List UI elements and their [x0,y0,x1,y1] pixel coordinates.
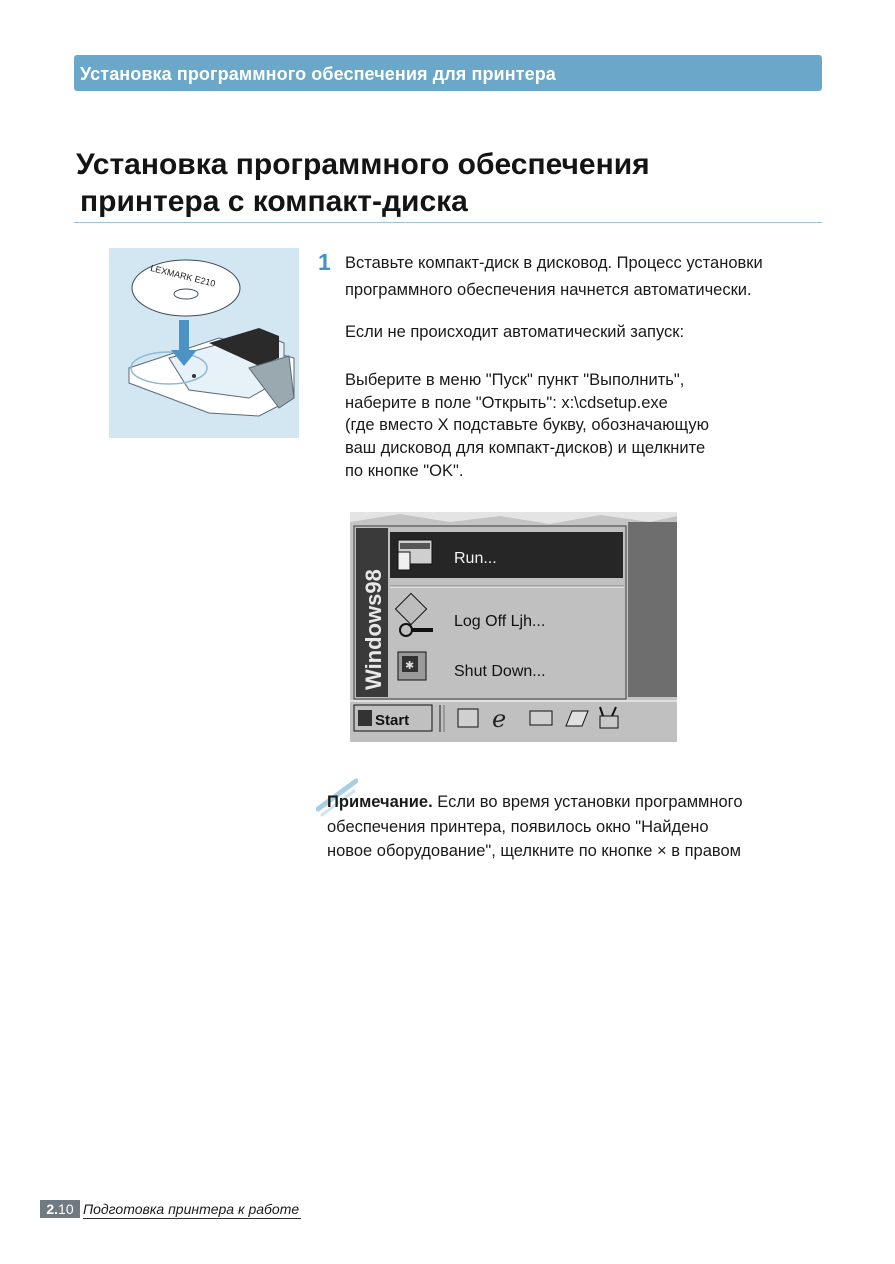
shutdown-icon [398,652,426,680]
start-button-label: Start [375,712,410,729]
instruction-line-4: ваш дисковод для компакт-дисков) и щелкните [345,439,706,457]
instruction-line-3: (где вместо X подставьте букву, обозначающую [345,416,709,434]
quicklaunch-desktop-icon[interactable] [458,709,478,727]
start-button[interactable] [354,705,432,731]
section-header-bar [74,55,822,91]
no-autorun-text: Если не происходит автоматический запуск: [345,323,685,341]
quicklaunch-channels-icon[interactable] [530,711,552,725]
page-number: 2.10 [40,1200,80,1218]
windows98-brand: Windows98 [361,569,386,690]
menu-item-logoff[interactable]: Log Off Ljh... [454,613,546,630]
instruction-line-5: по кнопке "OK". [345,462,464,480]
svg-text:e: e [492,705,507,733]
svg-text:✱: ✱ [405,660,415,672]
note-block [327,790,827,864]
step-text-line-1: Вставьте компакт-диск в дисковод. Процесс установки [345,254,763,272]
section-header-title: Установка программного обеспечения для принтера [80,64,556,84]
step-number: 1 [318,249,331,275]
page-title-line-1: Установка программного обеспечения [76,148,650,181]
quicklaunch-ie-icon[interactable] [492,705,506,733]
windows98-start-menu-screenshot [350,512,677,742]
note-line-3: новое оборудование", щелкните по кнопке × в правом [327,842,741,860]
menu-item-shutdown[interactable]: Shut Down... [454,663,546,680]
cd-label: LEXMARK E210 [149,262,217,289]
page-title-line-2: принтера с компакт-диска [80,185,468,218]
page-title [76,146,816,220]
note-line-2: обеспечения принтера, появилось окно "Найдено [327,817,709,836]
note-line-1: Если во время установки программного [432,793,743,811]
menu-item-run[interactable]: Run... [454,550,497,567]
step-text-line-2: программного обеспечения начнется автоматически. [345,281,752,299]
cd-insert-illustration [109,248,299,438]
title-divider [74,222,822,223]
instruction-line-1: Выберите в меню "Пуск" пункт "Выполнить", [345,371,685,389]
footer-section-title: Подготовка принтера к работе [83,1201,300,1217]
instruction-line-2: наберите в поле "Открыть": x:\cdsetup.exe [345,394,668,412]
note-label: Примечание. [327,793,433,811]
